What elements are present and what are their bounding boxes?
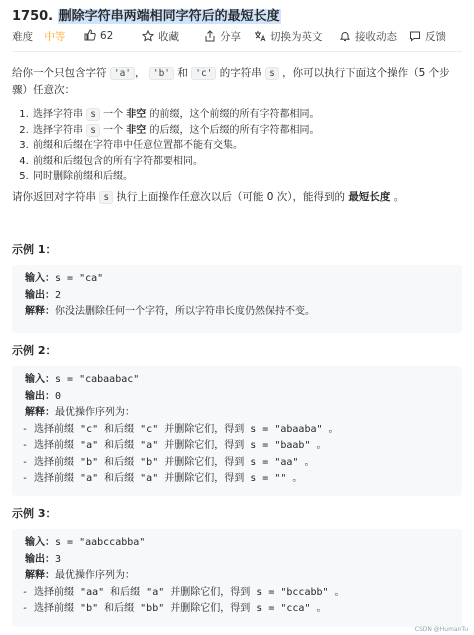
example-line: 输入：s = "aabccabba" <box>25 537 146 548</box>
example-line: 解释：最优操作序列为： <box>25 407 135 418</box>
inline-code: 'b' <box>149 67 174 80</box>
example-line: - 选择前缀 "aa" 和后缀 "a" 并删除它们，得到 s = "bccabb" 。 <box>22 586 345 598</box>
example-line: - 选择前缀 "a" 和后缀 "a" 并删除它们，得到 s = "baab" 。 <box>22 440 327 451</box>
divider <box>12 51 462 52</box>
description-question <box>12 189 462 206</box>
bell-icon <box>339 30 351 42</box>
share-icon <box>204 30 216 42</box>
star-icon <box>142 30 154 42</box>
share-button[interactable] <box>204 29 241 44</box>
translate-icon <box>254 30 266 42</box>
example-box <box>12 529 462 627</box>
difficulty-label: 难度 <box>12 31 33 43</box>
inline-code: s <box>265 67 279 80</box>
example-line: 输出：3 <box>25 553 62 565</box>
example-line: - 选择前缀 "c" 和后缀 "c" 并删除它们，得到 s = "abaaba" 。 <box>22 423 339 435</box>
problem-title <box>12 5 281 24</box>
example-line: 输入：s = "cabaabac" <box>25 374 140 385</box>
switch-language-label: 切换为英文 <box>270 31 323 43</box>
example-line: - 选择前缀 "b" 和后缀 "bb" 并删除它们，得到 s = "cca" 。 <box>22 603 327 614</box>
example-line: 解释：你没法删除任何一个字符，所以字符串长度仍然保持不变。 <box>25 306 315 317</box>
example-line: 解释：最优操作序列为： <box>25 570 135 581</box>
list-item: 5. 同时删除前缀和后缀。 <box>32 169 462 185</box>
watermark: CSDN @HumanTu <box>414 626 468 633</box>
example-title: 示例 3： <box>12 507 57 520</box>
question-text: 请你返回对字符串 <box>12 191 100 203</box>
example-title: 示例 1： <box>12 243 57 256</box>
inline-code: s <box>86 108 100 121</box>
intro-text: ，你可以执行下面这个操作（5 个步骤）任意次： <box>12 67 450 96</box>
feedback-icon <box>409 30 421 42</box>
intro-text: 的字符串 <box>216 67 266 79</box>
intro-text: ， <box>135 67 149 79</box>
intro-text: 给你一个只包含字符 <box>12 67 110 79</box>
example-line: - 选择前缀 "a" 和后缀 "a" 并删除它们，得到 s = "" 。 <box>22 473 303 484</box>
difficulty <box>12 29 65 44</box>
favorite-button[interactable] <box>142 29 179 44</box>
like-count: 62 <box>100 30 114 42</box>
thumbs-up-icon <box>84 29 96 41</box>
example-line: 输出：0 <box>25 390 62 402</box>
question-text: 执行上面操作任意次以后（可能 0 次），能得到的 <box>113 191 349 203</box>
favorite-label: 收藏 <box>158 31 179 43</box>
inline-code: s <box>86 124 100 137</box>
inline-code: 'a' <box>110 67 135 80</box>
notifications-label: 接收动态 <box>355 31 397 43</box>
list-item: 1. 选择字符串 s 一个 非空 的前缀，这个前缀的所有字符都相同。 <box>32 107 462 123</box>
question-text: 。 <box>390 191 405 203</box>
feedback-button[interactable] <box>409 29 446 44</box>
share-label: 分享 <box>220 31 241 43</box>
intro-text: 和 <box>174 67 192 79</box>
description-intro <box>12 65 462 99</box>
list-item: 3. 前缀和后缀在字符串中任意位置都不能有交集。 <box>32 138 462 154</box>
list-item: 2. 选择字符串 s 一个 非空 的后缀，这个后缀的所有字符都相同。 <box>32 123 462 139</box>
difficulty-value: 中等 <box>44 31 66 43</box>
inline-code: 'c' <box>191 67 216 80</box>
example-line: - 选择前缀 "b" 和后缀 "b" 并删除它们，得到 s = "aa" 。 <box>22 456 315 468</box>
like-button[interactable] <box>84 29 113 42</box>
problem-title-text: 删除字符串两端相同字符后的最短长度 <box>58 9 280 24</box>
example-title: 示例 2： <box>12 344 57 357</box>
example-line: 输出：2 <box>25 289 62 301</box>
switch-language-button[interactable] <box>254 29 323 44</box>
notifications-button[interactable] <box>339 29 397 44</box>
example-box <box>12 366 462 496</box>
example-box <box>12 265 462 333</box>
inline-code: s <box>99 191 113 204</box>
list-item: 4. 前缀和后缀包含的所有字符都要相同。 <box>32 154 462 170</box>
step-list <box>12 107 462 185</box>
question-emphasis: 最短长度 <box>348 191 391 203</box>
meta-bar <box>12 29 462 45</box>
example-line: 输入：s = "ca" <box>25 273 104 284</box>
feedback-label: 反馈 <box>425 31 446 43</box>
problem-number: 1750. <box>12 9 54 24</box>
